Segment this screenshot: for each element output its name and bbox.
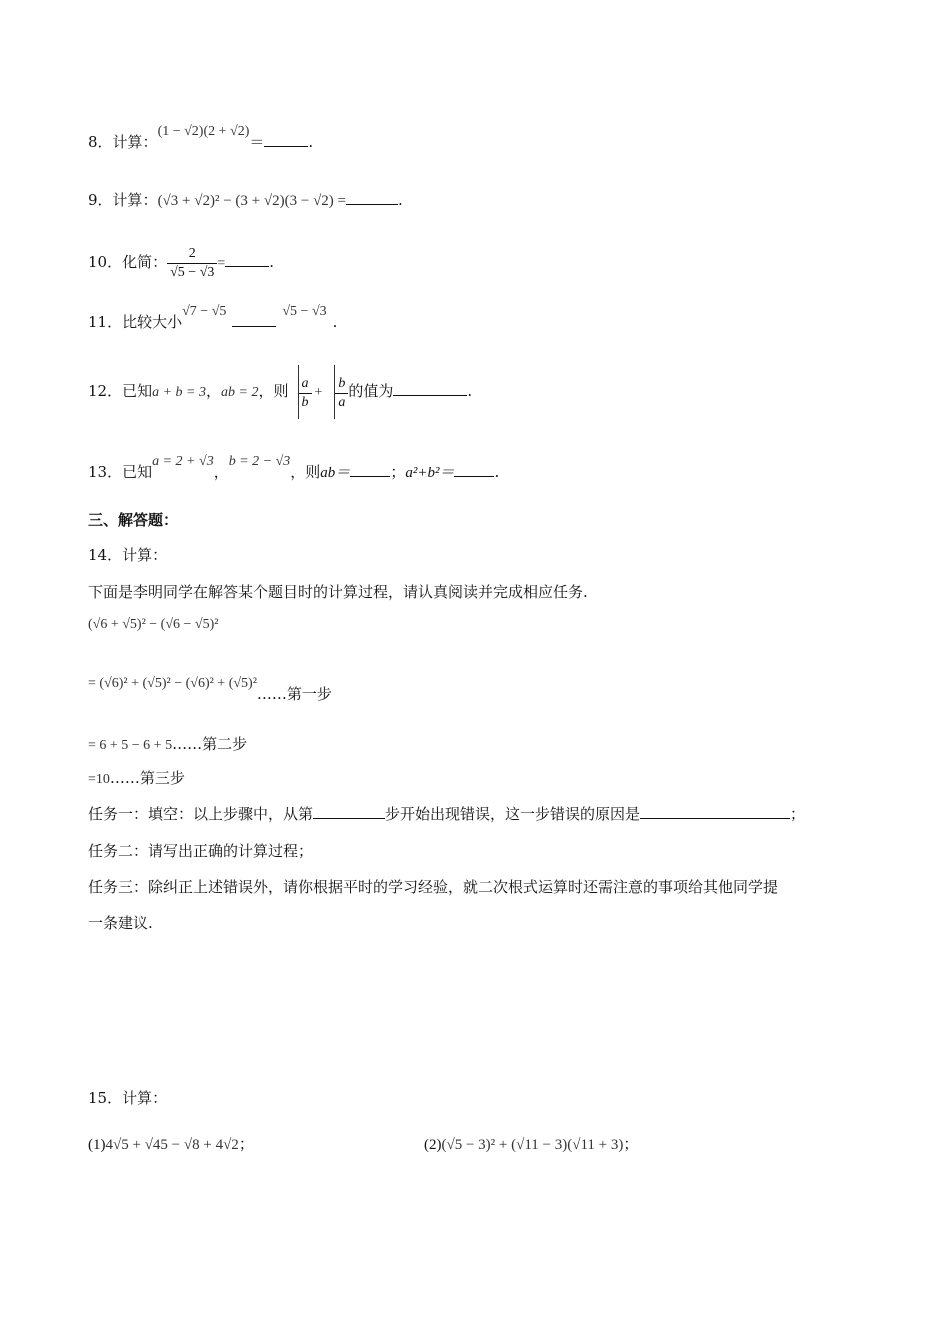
question-14-title <box>88 545 167 565</box>
q11-left-expression: √7 − √5 <box>182 304 227 319</box>
question-11 <box>88 304 338 334</box>
q8-number: 8． <box>88 133 113 151</box>
q14-original-expression: (√6 + √5)² − (√6 − √5)² <box>88 617 219 632</box>
q14-step-2 <box>88 734 247 756</box>
q15-part-1 <box>88 1134 254 1155</box>
q15-part1-expression: 4√5 + √45 − √8 + 4√2 <box>105 1137 239 1153</box>
q11-compare-blank[interactable] <box>232 312 276 327</box>
q12-frac1-den: b <box>299 393 312 412</box>
q13-ab-label: ab＝ <box>320 465 351 481</box>
q12-label: 已知 <box>122 382 153 400</box>
q12-end: . <box>467 382 473 400</box>
q14-step-blank[interactable] <box>313 804 385 819</box>
q14-task-3-line-2: 一条建议. <box>88 914 153 932</box>
section-heading: 三、解答题： <box>88 511 179 529</box>
q14-number: 14． <box>88 546 123 564</box>
q10-number: 10． <box>88 253 123 271</box>
q12-tail: 的值为 <box>348 382 394 400</box>
question-13 <box>88 454 500 484</box>
question-12 <box>88 364 472 420</box>
q14-task1-middle: 步开始出现错误，这一步错误的原因是 <box>385 805 641 823</box>
q13-a-definition: a = 2 + √3 <box>152 454 214 469</box>
q15-number: 15． <box>88 1089 123 1107</box>
q15-part2-end: ； <box>623 1135 639 1153</box>
q12-answer-blank[interactable] <box>393 381 467 396</box>
q10-numerator: 2 <box>188 245 196 261</box>
q13-semicolon: ； <box>390 463 406 481</box>
q14-reason-blank[interactable] <box>640 804 790 819</box>
q13-end: . <box>494 463 500 481</box>
q12-plus: + <box>314 385 323 400</box>
q9-label: 计算： <box>112 191 158 209</box>
q13-label: 已知 <box>122 463 153 481</box>
q10-denominator: √5 − √3 <box>167 263 217 282</box>
q15-label: 计算： <box>122 1089 168 1107</box>
q12-sqrt-b-over-a <box>325 365 348 419</box>
q8-label: 计算： <box>112 133 158 151</box>
q12-separator: ， <box>206 382 222 400</box>
q8-end: . <box>308 133 314 151</box>
q15-part1-end: ； <box>238 1135 254 1153</box>
q8-equals: ＝ <box>249 133 265 151</box>
q8-answer-blank[interactable] <box>264 132 308 147</box>
q8-expression: (1 − √2)(2 + √2) <box>157 124 250 139</box>
q12-then: ，则 <box>258 382 289 400</box>
q14-task1-end: ； <box>790 805 806 823</box>
q15-part2-label: (2) <box>424 1137 442 1153</box>
question-8 <box>88 124 314 154</box>
q11-label: 比较大小 <box>122 313 183 331</box>
question-15-title <box>88 1088 167 1108</box>
q11-number: 11． <box>88 313 123 331</box>
q13-separator: ， <box>213 463 229 481</box>
q13-sumsq-blank[interactable] <box>454 462 494 477</box>
q14-step-1 <box>88 676 332 706</box>
q13-then: ，则 <box>290 463 321 481</box>
question-10 <box>88 242 274 284</box>
q11-end: . <box>332 313 338 331</box>
q9-number: 9． <box>88 191 113 209</box>
q14-step1-expression: = (√6)² + (√5)² − (√6)² + (√5)² <box>88 676 257 691</box>
q12-number: 12． <box>88 382 123 400</box>
q15-part-2 <box>424 1134 638 1155</box>
q15-part2-expression: (√5 − 3)² + (√11 − 3)(√11 + 3) <box>441 1137 624 1153</box>
q14-task-1 <box>88 804 805 824</box>
q13-ab-blank[interactable] <box>350 462 390 477</box>
q10-label: 化简： <box>122 253 168 271</box>
q14-step3-expression: =10 <box>88 772 110 787</box>
q10-fraction <box>167 245 217 282</box>
q10-answer-blank[interactable] <box>225 252 269 267</box>
q14-task-3-line-1: 任务三：除纠正上述错误外，请你根据平时的学习经验，就二次根式运算时还需注意的事项给其他同学提 <box>88 878 779 896</box>
question-9 <box>88 190 403 211</box>
q12-frac1-num: a <box>301 375 309 391</box>
q14-step2-expression: = 6 + 5 − 6 + 5 <box>88 738 173 753</box>
q13-number: 13． <box>88 463 123 481</box>
q14-task-2: 任务二：请写出正确的计算过程； <box>88 842 314 860</box>
q15-part1-label: (1) <box>88 1137 106 1153</box>
q11-right-expression: √5 − √3 <box>282 304 327 319</box>
q12-condition-product: ab = 2 <box>221 385 259 400</box>
q12-sqrt-a-over-b <box>289 365 312 419</box>
q14-step3-label: ……第三步 <box>109 769 185 787</box>
q14-step2-label: ……第二步 <box>172 735 248 753</box>
q10-end: . <box>269 253 275 271</box>
q9-expression: (√3 + √2)² − (3 + √2)(3 − √2) = <box>157 193 347 209</box>
q12-frac2-num: b <box>338 375 346 391</box>
q14-step-3 <box>88 768 185 790</box>
q13-sumsq-label: a²+b²＝ <box>405 465 455 481</box>
q14-task1-prefix: 任务一：填空：以上步骤中，从第 <box>88 805 314 823</box>
q14-label: 计算： <box>122 546 168 564</box>
q10-equals: = <box>217 256 226 271</box>
q13-b-definition: b = 2 − √3 <box>228 454 291 469</box>
q12-frac2-den: a <box>335 393 348 412</box>
q14-intro: 下面是李明同学在解答某个题目时的计算过程，请认真阅读并完成相应任务. <box>88 583 588 601</box>
q14-step1-label: ……第一步 <box>256 685 332 703</box>
q9-answer-blank[interactable] <box>346 190 398 205</box>
q14-expression <box>88 613 218 635</box>
q12-condition-sum: a + b = 3 <box>152 385 207 400</box>
q9-end: . <box>398 191 403 209</box>
